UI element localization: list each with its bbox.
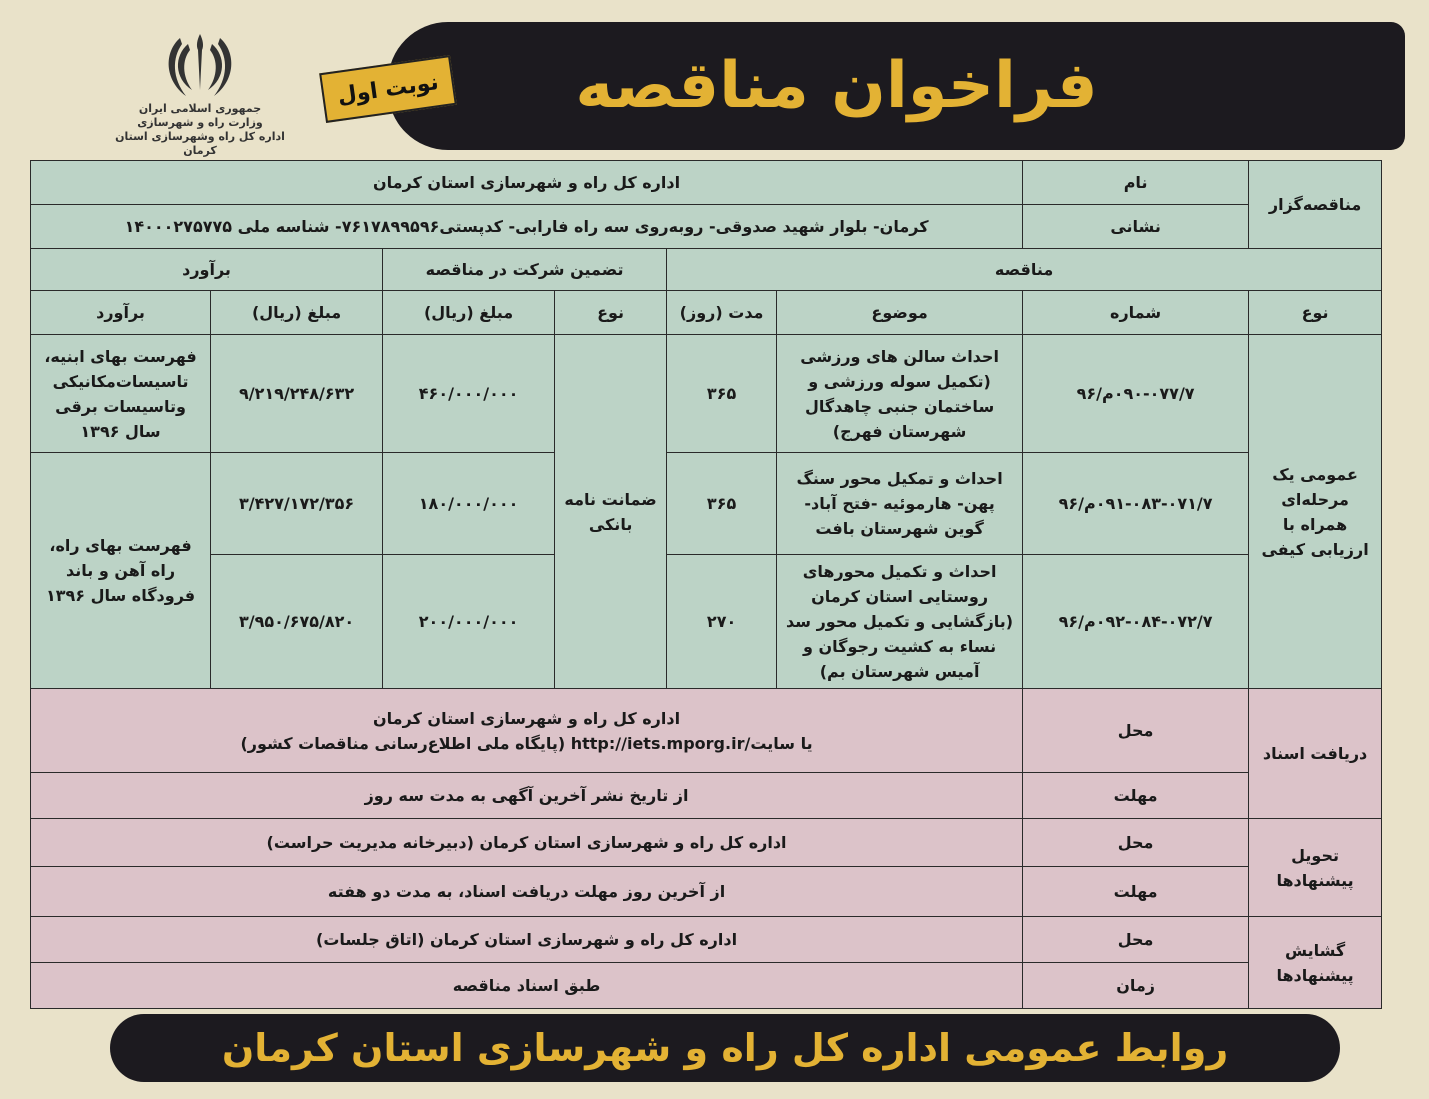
guarantee-amount: ۲۰۰/۰۰۰/۰۰۰ [383,555,555,689]
col-subject: موضوع [777,291,1023,335]
col-estimate-basis: برآورد [31,291,211,335]
opening-time-row [31,963,1382,1009]
estimate-amount: ۳/۴۲۷/۱۷۲/۳۵۶ [211,453,383,555]
documents-label: دریافت اسناد [1249,689,1382,819]
estimate-basis: فهرست بهای ابنیه، تاسیسات‌مکانیکی وتاسیسات برقی سال ۱۳۹۶ [31,335,211,453]
edition-badge: نوبت اول [319,55,457,123]
col-duration: مدت (روز) [667,291,777,335]
tender-group-header: مناقصه [667,249,1382,291]
tender-number: ۰۹۲-۰۸۴-۰۷۲/۷م/۹۶ [1023,555,1249,689]
documents-place [31,689,1023,773]
title-banner [388,22,1405,150]
tender-number: ۰۹۱-۰۸۳-۰۷۱/۷م/۹۶ [1023,453,1249,555]
documents-deadline: از تاریخ نشر آخرین آگهی به مدت سه روز [31,773,1023,819]
tenderer-address-row [31,205,1382,249]
submission-label: تحویل پیشنهادها [1249,819,1382,917]
tender-duration: ۳۶۵ [667,335,777,453]
footer-text: روابط عمومی اداره کل راه و شهرسازی استان کرمان [221,1026,1229,1070]
table-row [31,453,1382,555]
emblem-line: جمهوری اسلامی ایران [138,102,262,115]
tender-duration: ۲۷۰ [667,555,777,689]
tenderer-name: اداره کل راه و شهرسازی استان کرمان [31,161,1023,205]
submission-place-row [31,819,1382,867]
submission-deadline-label: مهلت [1023,867,1249,917]
tenderer-name-row [31,161,1382,205]
col-estimate-amount: مبلغ (ریال) [211,291,383,335]
documents-place-row [31,689,1382,773]
name-label: نام [1023,161,1249,205]
opening-label: گشایش پیشنهادها [1249,917,1382,1009]
estimate-amount: ۳/۹۵۰/۶۷۵/۸۲۰ [211,555,383,689]
opening-place-row [31,917,1382,963]
col-number: شماره [1023,291,1249,335]
page-title: فراخوان مناقصه [575,49,1098,123]
address-label: نشانی [1023,205,1249,249]
group-header-row [31,249,1382,291]
opening-place-label: محل [1023,917,1249,963]
submission-place-label: محل [1023,819,1249,867]
guarantee-amount: ۱۸۰/۰۰۰/۰۰۰ [383,453,555,555]
opening-time: طبق اسناد مناقصه [31,963,1023,1009]
opening-place: اداره کل راه و شهرسازی استان کرمان (اتاق جلسات) [31,917,1023,963]
documents-site-link[interactable]: یا سایت/http://iets.mporg.ir (پایگاه ملی اطلاع‌رسانی مناقصات کشور) [240,733,813,753]
submission-deadline-row [31,867,1382,917]
guarantee-type: ضمانت نامه بانکی [555,335,667,689]
tender-type: عمومی یک مرحله‌ای همراه با ارزیابی کیفی [1249,335,1382,689]
footer-banner [110,1014,1340,1082]
documents-place-label: محل [1023,689,1249,773]
documents-deadline-row [31,773,1382,819]
submission-place: اداره کل راه و شهرسازی استان کرمان (دبیرخانه مدیریت حراست) [31,819,1023,867]
column-header-row [31,291,1382,335]
documents-deadline-label: مهلت [1023,773,1249,819]
tenderer-label: مناقصه‌گزار [1249,161,1382,249]
tender-subject: احداث سالن های ورزشی (تکمیل سوله ورزشی و ساختمان جنبی چاهدگال شهرستان فهرج) [777,335,1023,453]
guarantee-amount: ۴۶۰/۰۰۰/۰۰۰ [383,335,555,453]
emblem-line: وزارت راه و شهرسازی [137,116,263,129]
tender-duration: ۳۶۵ [667,453,777,555]
iran-emblem-icon [160,30,240,102]
col-guarantee-type: نوع [555,291,667,335]
estimate-group-header: برآورد [31,249,383,291]
guarantee-group-header: تضمین شرکت در مناقصه [383,249,667,291]
tender-number: ۰۹۰-۰۷۷/۷م/۹۶ [1023,335,1249,453]
emblem-line: اداره کل راه وشهرسازی استان کرمان [115,130,285,157]
estimate-amount: ۹/۲۱۹/۲۴۸/۶۳۲ [211,335,383,453]
submission-deadline: از آخرین روز مهلت دریافت اسناد، به مدت دو هفته [31,867,1023,917]
tender-subject: احداث و تکمیل محورهای روستایی استان کرمان (بازگشایی و تکمیل محور سد نساء به کشیت رجوگان و آمیس شهرستان بم) [777,555,1023,689]
tender-subject: احداث و تمکیل محور سنگ پهن- هارموئیه -فتح آباد- گوین شهرستان بافت [777,453,1023,555]
table-row [31,555,1382,689]
table-row [31,335,1382,453]
estimate-basis: فهرست بهای راه، راه آهن و باند فرودگاه سال ۱۳۹۶ [31,453,211,689]
tender-table [30,160,1382,1009]
documents-place-line: اداره کل راه و شهرسازی استان کرمان [373,708,681,728]
tenderer-address: کرمان- بلوار شهید صدوقی- روبه‌روی سه راه فارابی- کدپستی۷۶۱۷۸۹۹۵۹۶- شناسه ملی ۱۴۰۰۰۲۷۵۷۷۵ [31,205,1023,249]
col-type: نوع [1249,291,1382,335]
col-guarantee-amount: مبلغ (ریال) [383,291,555,335]
government-emblem [100,30,300,160]
opening-time-label: زمان [1023,963,1249,1009]
